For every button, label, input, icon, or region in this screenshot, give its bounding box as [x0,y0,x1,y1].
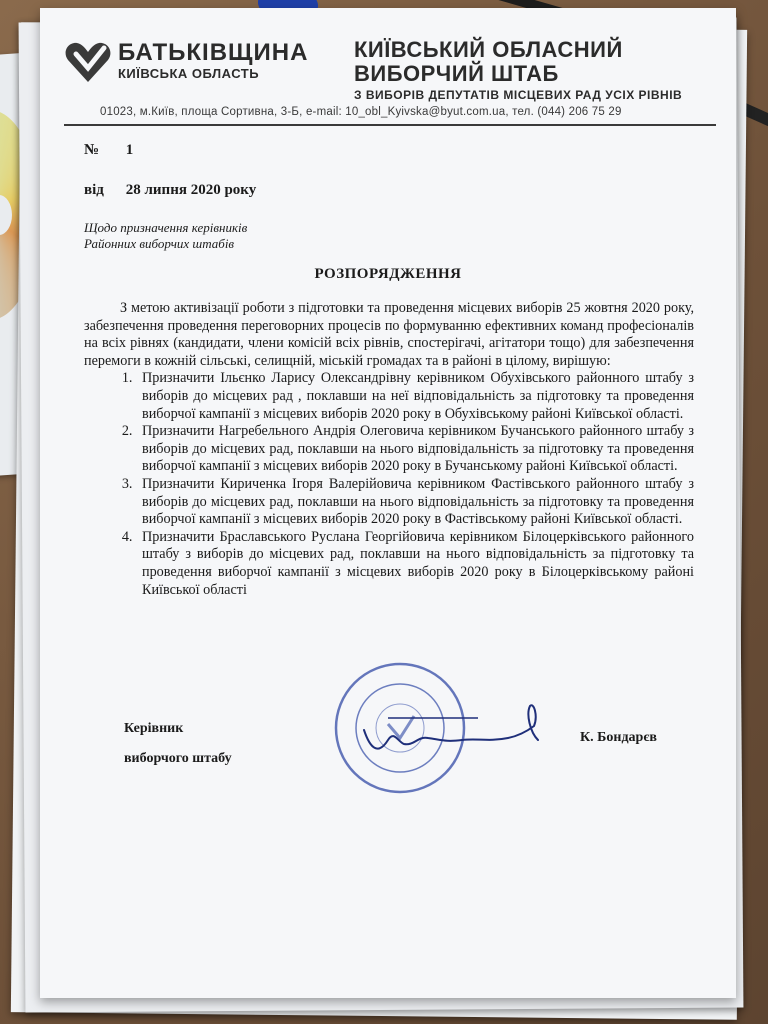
handwritten-signature [358,696,548,766]
party-brand [118,40,308,82]
document-subject [84,220,247,252]
header-address: 01023, м.Київ, площа Сортивна, 3-Б, e-mail: 10_obl_Kyivska@byut.com.ua, тел. (044) 206 75 29 [100,106,622,118]
document-number [84,142,133,159]
sign-line-1: Керівник [124,721,184,736]
list-item: 3. Призначити Кириченка Ігоря Валерійовича керівником Фастівського районного штабу з виборів до місцевих рад, поклавши на нього відповідальність за підготовку та проведення виборчої кампанії з місцевих виборів 2020 року в Фастівському районі Київської області. [136,476,694,529]
letterhead [64,34,714,104]
subject-line-2: Районних виборчих штабів [84,236,235,251]
order-list [84,370,694,599]
number-label: № [84,142,100,158]
sign-line-2: виборчого штабу [124,751,232,766]
heart-logo-icon [64,40,112,84]
list-item: 4. Призначити Браславського Руслана Георгійовича керівником Білоцерківського районного штабу з виборів до місцевих рад, поклавши на нього відповідальність за підготовку та проведення виборчої кампанії з місцевих виборів 2020 року в Білоцерківському районі Київської області [136,529,694,599]
signer-name: К. Бондарєв [580,730,657,745]
subject-line-1: Щодо призначення керівників [84,220,248,235]
intro-paragraph: З метою активізації роботи з підготовки та проведення місцевих виборів 25 жовтня 2020 року, забезпечення проведення переговорних процесів по формуванню ефективних команд професіоналів на всіх рівнях (кандидати, члени комісій всіх рівнів, спостерігачі, агітатори тощо) для забезпечення перемоги в кожній сільські, селищній, міській громадах та в районі в цілому, вирішую: [84,300,694,369]
brand-region: КИЇВСЬКА ОБЛАСТЬ [118,66,260,81]
document-body [84,300,694,599]
date-value: 28 липня 2020 року [125,182,257,198]
signature-block [124,714,232,774]
list-item: 2. Призначити Нагребельного Андрія Олеговича керівником Бучанського районного штабу з виборів до місцевих рад, поклавши на нього відповідальність за підготовку та проведення виборчої кампанії з місцевих виборів 2020 року в Бучанському районі Київської області. [136,423,694,476]
document-date [84,182,256,199]
brand-name: БАТЬКІВЩИНА [118,39,309,66]
list-item: 1. Призначити Ільєнко Ларису Олександрівну керівником Обухівського районного штабу з виборів до місцевих рад , поклавши на неї відповідальність за підготовку та проведення виборчої кампанії з місцевих виборів 2020 року в Обухівському районі Київської області. [136,370,694,423]
header-divider [64,124,716,126]
document-sheet [40,8,736,998]
number-value: 1 [125,142,134,158]
hq-line-2: ВИБОРЧИЙ ШТАБ [354,61,559,86]
hq-line-3: З ВИБОРІВ ДЕПУТАТІВ МІСЦЕВИХ РАД УСІХ РІВНІВ [354,88,683,102]
document-title: РОЗПОРЯДЖЕННЯ [314,266,462,282]
hq-title [354,38,682,102]
hq-line-1: КИЇВСЬКИЙ ОБЛАСНИЙ [354,37,623,62]
date-label: від [84,182,104,198]
